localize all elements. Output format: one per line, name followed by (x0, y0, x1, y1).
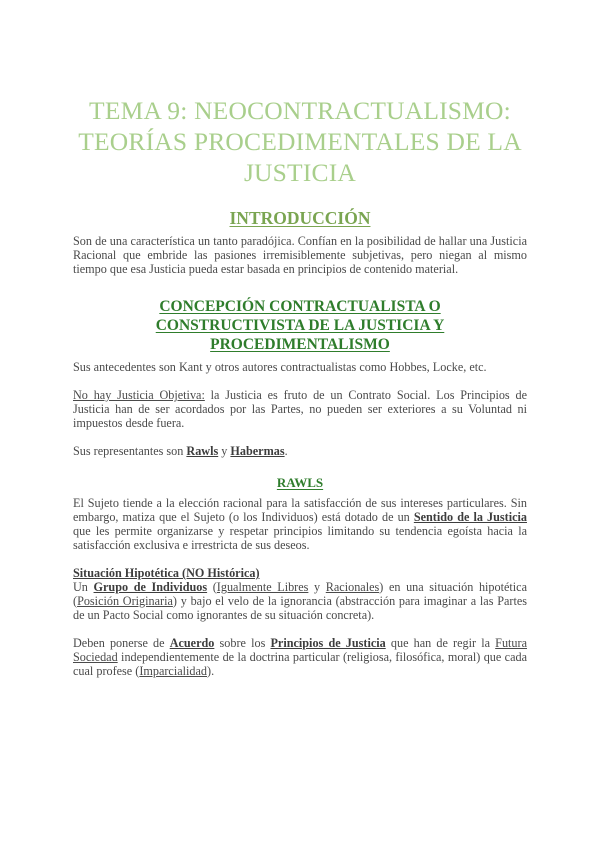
no-justicia-text: la Justicia es fruto de un Contrato Social. Los Principios de Justicia han de ser acordados por las Partes, no pueden ser exteriores a su Voluntad ni impuestos desde fuera. (73, 388, 527, 430)
rawls-heading: RAWLS (276, 475, 324, 490)
title-line-1: TEMA 9: NEOCONTRACTUALISMO: (89, 96, 511, 125)
rawls-p1-post: que les permite organizarse y respetar principios limitando su tendencia egoísta hacia la satisfacción exclusiva e irrestricta de sus deseos. (73, 524, 527, 552)
racionales-term: Racionales (325, 580, 380, 594)
no-justicia-paragraph (73, 388, 527, 430)
sentido-justicia-term: Sentido de la Justicia (413, 510, 527, 524)
concepcion-heading-line-1: CONCEPCIÓN CONTRACTUALISTA O (159, 298, 441, 315)
acuerdo-paragraph (73, 636, 527, 678)
rawls-paragraph-1 (73, 496, 527, 552)
situacion-open: ( (207, 580, 217, 594)
concepcion-heading (73, 297, 527, 354)
antecedentes-paragraph: Sus antecedentes son Kant y otros autores contractualistas como Hobbes, Locke, etc. (73, 360, 487, 374)
acuerdo-end: ). (207, 664, 215, 678)
principios-justicia-term: Principios de Justicia (270, 636, 386, 650)
situacion-paragraph (73, 566, 527, 622)
situacion-post: ) y bajo el velo de la ignorancia (abstracción para imaginar a las Partes de un Pacto Social como ignorantes de su situación concreta). (73, 594, 527, 622)
concepcion-heading-line-2: CONSTRUCTIVISTA DE LA JUSTICIA Y (155, 317, 445, 334)
page-title (73, 0, 527, 188)
grupo-individuos-term: Grupo de Individuos (93, 580, 208, 594)
futura-sociedad-term: Futura Sociedad (73, 636, 527, 664)
situacion-un: Un (73, 580, 94, 594)
situacion-and: y (308, 580, 326, 594)
situacion-mid: ) en una situación hipotética ( (73, 580, 527, 608)
acuerdo-mid2: independientemente de la doctrina particular (religiosa, filosófica, moral) que cada cual profese ( (73, 650, 527, 678)
concepcion-heading-line-3: PROCEDIMENTALISMO (210, 336, 390, 353)
igualmente-libres-term: Igualmente Libres (216, 580, 309, 594)
representantes-text: Sus representantes son (73, 444, 187, 458)
acuerdo-sobre: sobre los (214, 636, 271, 650)
acuerdo-term: Acuerdo (169, 636, 215, 650)
representantes-dot: . (284, 444, 288, 458)
no-justicia-label: No hay Justicia Objetiva: (73, 388, 205, 402)
representantes-and: y (218, 444, 231, 458)
acuerdo-mid: que han de regir la (385, 636, 496, 650)
representantes-paragraph (73, 444, 527, 458)
acuerdo-pre: Deben ponerse de (73, 636, 170, 650)
title-line-2: TEORÍAS PROCEDIMENTALES DE LA (78, 127, 522, 156)
posicion-originaria-term: Posición Originaria (77, 594, 173, 608)
rawls-link[interactable]: Rawls (186, 444, 219, 458)
title-line-3: JUSTICIA (243, 158, 357, 187)
situacion-label: Situación Hipotética (NO Histórica) (73, 566, 260, 580)
intro-heading: INTRODUCCIÓN (229, 208, 371, 228)
rawls-p1-text: El Sujeto tiende a la elección racional para la satisfacción de sus intereses particulares. Sin embargo, matiza que el Sujeto (o los Individuos) está dotado de un (73, 496, 527, 524)
imparcialidad-term: Imparcialidad (139, 664, 208, 678)
intro-paragraph: Son de una característica un tanto paradójica. Confían en la posibilidad de hallar una Justicia Racional que embride las pasiones irremisiblemente subjetivas, pero niegan al mismo tiempo que esa Justicia pueda estar basada en principios de contenido material. (73, 234, 527, 276)
habermas-link[interactable]: Habermas (230, 444, 285, 458)
